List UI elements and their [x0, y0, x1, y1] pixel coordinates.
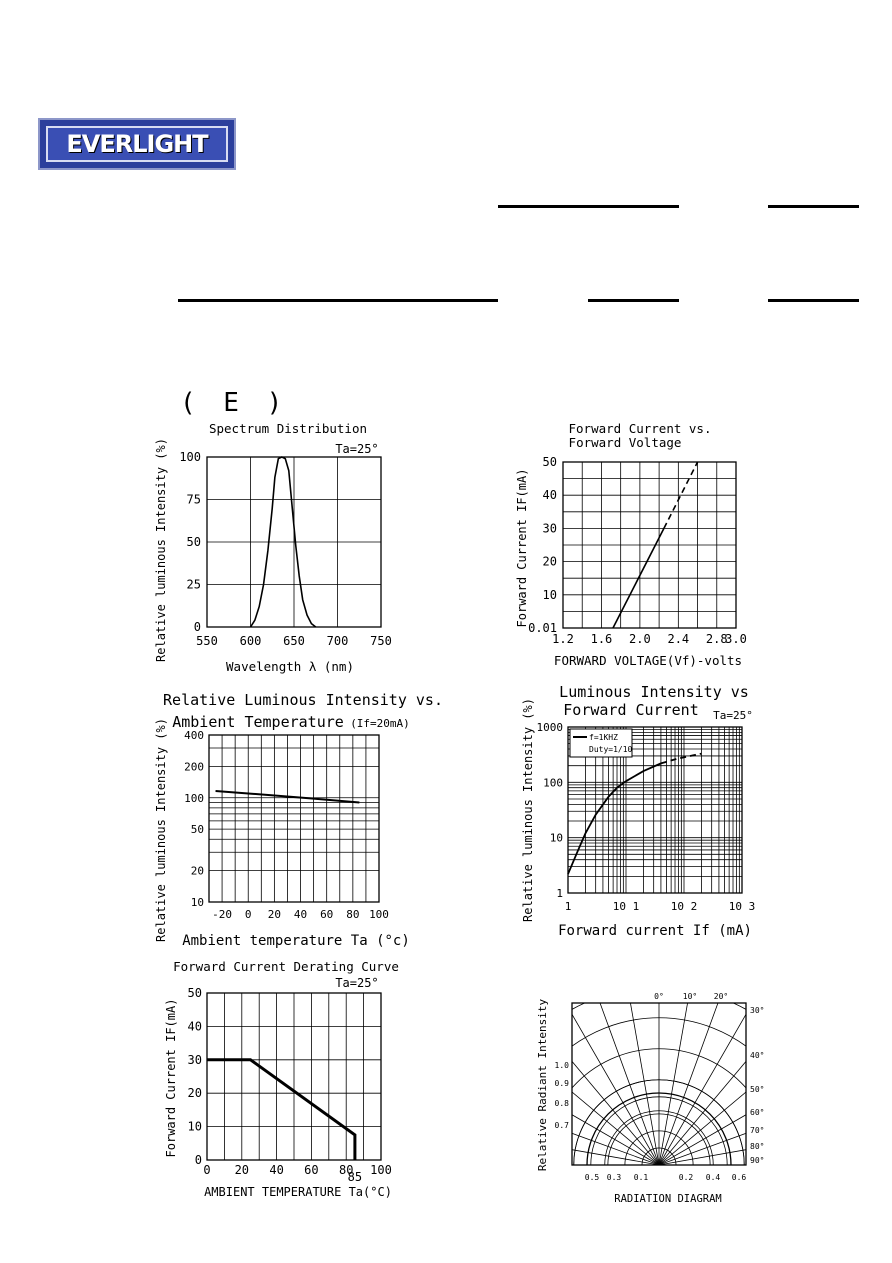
spectrum-xlabel: Wavelength λ (nm): [226, 659, 354, 674]
radiation-spoke: [585, 961, 659, 1165]
section-label: ( E ): [180, 388, 289, 418]
ivtemp-ylabel: Relative luminous Intensity (%): [154, 718, 168, 942]
derating-ytick: 40: [187, 1019, 202, 1034]
derating-title: Forward Current Derating Curve: [173, 959, 399, 974]
radiation-bottom-label: 0.5: [584, 1173, 600, 1182]
derating-xtick: 40: [269, 1163, 284, 1177]
ivif-xtick: 1: [564, 900, 572, 913]
ifvf-xlabel: FORWARD VOLTAGE(Vf)-volts: [553, 653, 743, 668]
ifvf-xtick: 1.2: [552, 632, 574, 646]
ifvf-ytick: 40: [542, 488, 557, 503]
ivtemp-xtick: 0: [244, 908, 252, 921]
radiation-spoke: [471, 1057, 659, 1166]
ifvf-xtick: 3.0: [725, 632, 747, 646]
spectrum-xtick: 750: [370, 634, 392, 648]
ifvf-xtick: 1.6: [590, 632, 613, 646]
spectrum-ytick: 75: [186, 492, 201, 507]
radiation-angle-right: 80°: [750, 1142, 765, 1151]
ivtemp-ytick: 100: [184, 791, 204, 805]
radiation-radial-label: 0.8: [554, 1099, 569, 1108]
ivtemp-xtick: 20: [267, 908, 282, 921]
ivif-xtick: 10 2: [670, 900, 698, 913]
ivtemp-ytick: 200: [184, 760, 204, 774]
radiation-ylabel: Relative Radiant Intensity: [536, 998, 549, 1172]
radiation-bottom-label: 0.3: [606, 1173, 622, 1182]
radiation-spoke: [493, 1026, 659, 1165]
radiation-bottom-label: 0.4: [705, 1173, 721, 1182]
ifvf-ytick: 20: [542, 554, 557, 569]
ivif-ytick: 100: [543, 776, 563, 790]
ivtemp-plot-frame: [209, 735, 379, 902]
spectrum-annotation: Ta=25°: [335, 442, 379, 456]
ivif-legend-text-1: f=1KHZ: [589, 733, 618, 742]
ivif-title-line1: Luminous Intensity vs: [559, 683, 749, 701]
derating-annotation: Ta=25°: [335, 976, 379, 990]
ivif-xtick: 10 3: [728, 900, 756, 913]
ivtemp-ytick: 20: [190, 864, 204, 878]
spectrum-ytick: 25: [186, 577, 201, 592]
derating-extra-tick: 85: [347, 1170, 363, 1184]
spectrum-title: Spectrum Distribution: [208, 421, 368, 436]
radiation-radial-label: 0.9: [554, 1079, 569, 1088]
derating-ytick: 30: [187, 1052, 202, 1067]
derating-curve: [207, 1060, 355, 1160]
ifvf-title-line1: Forward Current vs.: [568, 421, 712, 436]
ifvf-ytick: 50: [542, 455, 557, 469]
derating-ytick: 10: [187, 1119, 202, 1134]
spectrum-ylabel: Relative luminous Intensity (%): [154, 438, 168, 662]
radiation-spoke: [659, 999, 798, 1165]
radiation-angle-top: 0°: [654, 992, 664, 1001]
ivtemp-xtick: -20: [212, 908, 233, 921]
radiation-bottom-label: 0.1: [633, 1173, 649, 1182]
derating-ylabel: Forward Current IF(mA): [164, 998, 178, 1158]
ifvf-ylabel: Forward Current IF(mA): [515, 468, 529, 628]
ivif-ytick: 10: [549, 831, 563, 845]
radiation-angle-right: 50°: [750, 1085, 765, 1094]
logo-text: EVERLIGHT: [66, 130, 208, 158]
derating-ytick: 20: [187, 1086, 202, 1101]
ivif-legend-text-2: Duty=1/10: [589, 745, 633, 754]
ivtemp-ytick: 400: [184, 729, 204, 742]
ivif-title-line2: Forward Current: [563, 701, 699, 719]
spectrum-ytick: 0: [193, 620, 201, 634]
ivif-annotation: Ta=25°: [713, 709, 753, 722]
derating-xtick: 60: [304, 1163, 319, 1177]
ivtemp-xlabel: Ambient temperature Ta (°c): [182, 933, 410, 949]
radiation-title: RADIATION DIAGRAM: [614, 1193, 722, 1205]
radiation-radial-label: 0.7: [554, 1121, 569, 1130]
radiation-angle-top: 10°: [682, 992, 698, 1001]
ifvf-ytick: 10: [542, 587, 557, 602]
ivif-curve-solid: [568, 763, 661, 874]
radiation-angle-right: 40°: [750, 1051, 765, 1060]
radiation-angle-right: 30°: [750, 1006, 765, 1015]
ifvf-xtick: 2.0: [629, 632, 651, 646]
ivtemp-annotation: (If=20mA): [350, 717, 410, 730]
ifvf-xtick: 2.8: [705, 632, 728, 646]
ifvf-title-line2: Forward Voltage: [568, 435, 682, 450]
radiation-spoke: [659, 1026, 825, 1165]
spectrum-xtick: 700: [326, 634, 349, 648]
spectrum-xtick: 550: [196, 634, 218, 648]
ivtemp-xtick: 100: [369, 908, 389, 921]
ifvf-ytick: 0.01: [528, 621, 557, 635]
ivtemp-title-line1: Relative Luminous Intensity vs.: [163, 691, 443, 709]
ivif-xlabel: Forward current If (mA): [558, 923, 752, 939]
radiation-bottom-label: 0.2: [678, 1173, 694, 1182]
derating-xtick: 80: [338, 1163, 354, 1177]
spectrum-xtick: 650: [283, 634, 305, 648]
derating-ytick: 50: [187, 986, 202, 1000]
ivtemp-title-line2: Ambient Temperature: [172, 713, 344, 731]
ivif-xtick: 10 1: [612, 900, 640, 913]
derating-xtick: 100: [370, 1163, 392, 1177]
radiation-radial-label: 1.0: [554, 1061, 569, 1070]
ivif-ytick: 1000: [536, 721, 563, 734]
radiation-angle-right: 70°: [750, 1126, 765, 1135]
spectrum-xtick: 600: [239, 634, 262, 648]
ivtemp-xtick: 80: [346, 908, 360, 921]
radiation-bottom-label: 0.6: [731, 1173, 747, 1182]
ivif-ylabel: Relative luminous Intensity (%): [521, 698, 535, 922]
derating-xtick: 20: [234, 1163, 250, 1177]
ifvf-ytick: 30: [542, 521, 557, 536]
radiation-angle-right: 60°: [750, 1108, 765, 1117]
ivtemp-ytick: 50: [190, 823, 204, 837]
ivtemp-xtick: 60: [320, 908, 334, 921]
radiation-angle-top: 20°: [713, 992, 729, 1001]
derating-ytick: 0: [194, 1153, 202, 1167]
spectrum-ytick: 100: [179, 450, 201, 464]
ivtemp-xtick: 40: [293, 908, 308, 921]
ivtemp-ytick: 10: [190, 896, 204, 909]
derating-xtick: 0: [203, 1163, 211, 1177]
spectrum-ytick: 50: [186, 535, 201, 549]
ifvf-xtick: 2.4: [667, 632, 690, 646]
derating-xlabel: AMBIENT TEMPERATURE Ta(°C): [204, 1185, 392, 1199]
ivif-ytick: 1: [556, 887, 563, 900]
radiation-angle-right: 90°: [750, 1156, 765, 1165]
